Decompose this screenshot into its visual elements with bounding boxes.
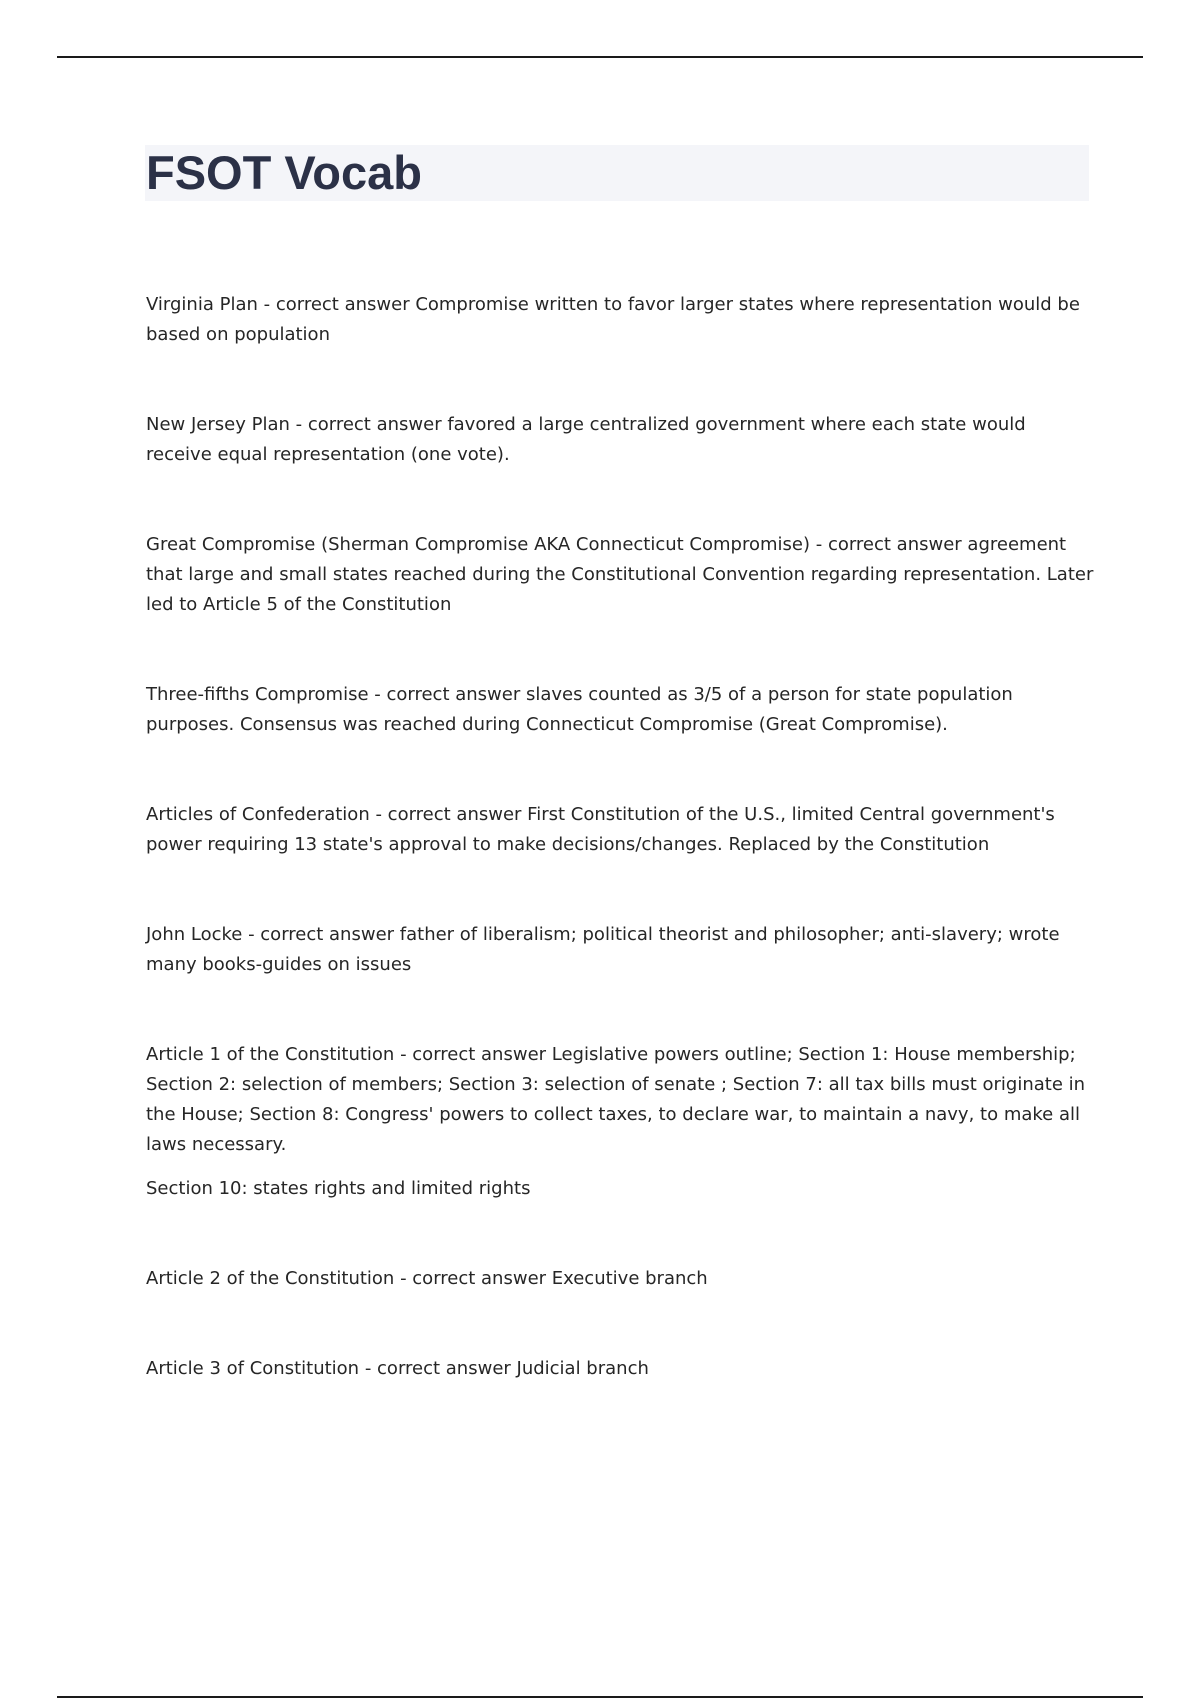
entry-definition: Legislative powers outline; Section 1: House membership; Section 2: selection of members; Section 3: selection of senate ; Section 7: all tax bills must originate in the House; Section 8: Congress' powers to collect taxes, to declare war, to maintain a navy, to make all laws necessary.	[146, 1044, 1086, 1155]
entry-term: John Locke	[146, 924, 243, 945]
vocab-entry	[146, 290, 1096, 350]
entry-text	[146, 410, 1096, 470]
entry-separator: - correct answer	[257, 294, 416, 315]
entry-separator: - correct answer	[369, 804, 528, 825]
vocab-entry	[146, 920, 1096, 980]
entry-definition: Compromise written to favor larger states where representation would be based on population	[146, 294, 1080, 345]
entry-separator: - correct answer	[289, 414, 448, 435]
entry-definition: Executive branch	[551, 1268, 708, 1289]
entry-text	[146, 530, 1096, 620]
entry-extra: Section 10: states rights and limited rights	[146, 1178, 531, 1199]
page-title: FSOT Vocab	[146, 146, 422, 199]
entry-definition: Judicial branch	[516, 1358, 649, 1379]
entry-definition: slaves counted as 3/5 of a person for state population purposes. Consensus was reached during Connecticut Compromise (Great Compromise).	[146, 684, 1013, 735]
entry-term: New Jersey Plan	[146, 414, 290, 435]
entry-term: Article 1 of the Constitution	[146, 1044, 395, 1065]
entry-separator: - correct answer	[368, 684, 526, 705]
entry-text	[146, 920, 1096, 980]
vocab-entry	[146, 1040, 1096, 1204]
vocab-entry	[146, 1354, 1096, 1384]
entry-term: Articles of Confederation	[146, 804, 370, 825]
bottom-rule	[57, 1696, 1143, 1698]
entry-term: Great Compromise (Sherman Compromise AKA Connecticut Compromise)	[146, 534, 810, 555]
entry-definition: First Constitution of the U.S., limited Central government's power requiring 13 state's approval to make decisions/changes. Replaced by the Constitution	[146, 804, 1055, 855]
entry-term: Article 3 of Constitution	[146, 1358, 360, 1379]
entry-text	[146, 1264, 1096, 1294]
entry-separator: - correct answer	[359, 1358, 517, 1379]
vocab-entry	[146, 530, 1096, 620]
entry-text	[146, 680, 1096, 740]
vocab-entry	[146, 800, 1096, 860]
entry-separator: - correct answer	[810, 534, 968, 555]
vocab-list	[146, 290, 1096, 1444]
entry-definition: father of liberalism; political theorist and philosopher; anti-slavery; wrote many books-guides on issues	[146, 924, 1060, 975]
vocab-entry	[146, 1264, 1096, 1294]
top-rule	[57, 56, 1143, 58]
entry-text	[146, 1354, 1096, 1384]
entry-definition: favored a large centralized government where each state would receive equal representation (one vote).	[146, 414, 1026, 465]
entry-text	[146, 800, 1096, 860]
entry-term: Article 2 of the Constitution	[146, 1268, 395, 1289]
entry-separator: - correct answer	[242, 924, 400, 945]
entry-text	[146, 290, 1096, 350]
vocab-entry	[146, 680, 1096, 740]
entry-separator: - correct answer	[394, 1044, 552, 1065]
entry-separator: - correct answer	[394, 1268, 552, 1289]
entry-text	[146, 1040, 1096, 1160]
entry-term: Virginia Plan	[146, 294, 258, 315]
entry-term: Three-fifths Compromise	[146, 684, 369, 705]
vocab-entry	[146, 410, 1096, 470]
entry-definition: agreement that large and small states reached during the Constitutional Convention regarding representation. Later led to Article 5 of the Constitution	[146, 534, 1094, 615]
